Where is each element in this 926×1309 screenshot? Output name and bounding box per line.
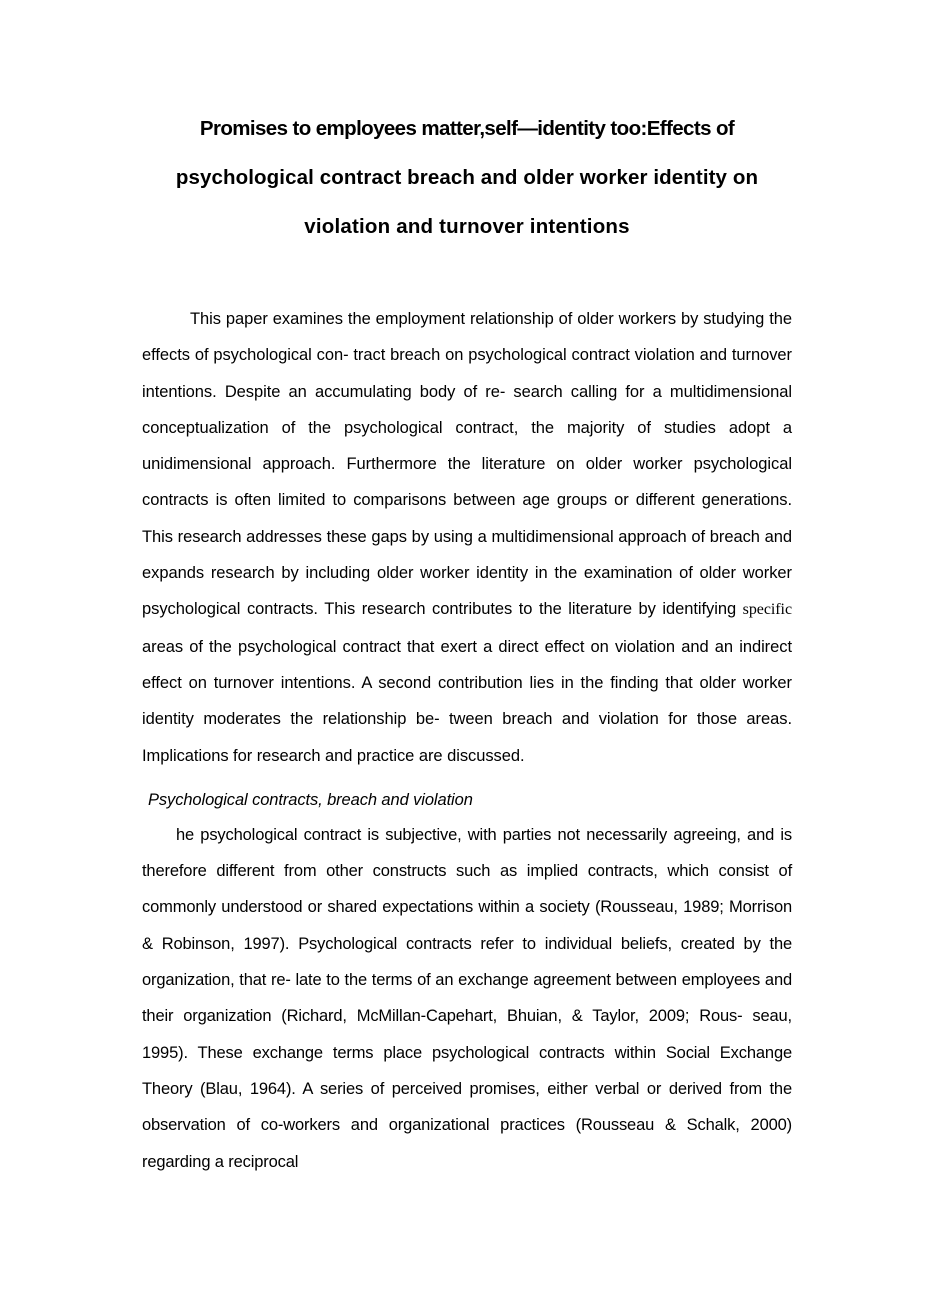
abstract-text-part-1: This paper examines the employment relationship of older workers by studying the effects of psychological con- tract breach on psychological contract violation and turnover intentions. Despite an accumulating body of re- search calling for a multidimensional conceptualization of the psychological contract, the majority of studies adopt a unidimensional approach. Furthermore the literature on older worker psychological contracts is often limited to comparisons between age groups or different generations. This research addresses these gaps by using a multidimensional approach of breach and expands research by including older worker identity in the examination of older worker psychological contracts. This research contributes to the literature by identifying	[142, 310, 792, 619]
abstract-smallcaps-word: specific	[742, 601, 792, 619]
title-line-3: violation and turnover intentions	[304, 215, 630, 238]
section-heading: Psychological contracts, breach and violation	[148, 790, 473, 809]
body-paragraph	[142, 817, 792, 1180]
body-paragraph-text: he psychological contract is subjective, with parties not necessarily agreeing, and is therefore different from other constructs such as implied contracts, which consist of commonly understood or shared expectations within a society (Rousseau, 1989; Morrison & Robinson, 1997). Psychological contracts refer to individual beliefs, created by the organization, that re- late to the terms of an exchange agreement between employees and their organization (Richard, McMillan-Capehart, Bhuian, & Taylor, 2009; Rous- seau, 1995). These exchange terms place psychological contracts within Social Exchange Theory (Blau, 1964). A series of perceived promises, either verbal or derived from the observation of co-workers and organizational practices (Rousseau & Schalk, 2000) regarding a reciprocal	[142, 825, 792, 1171]
abstract-text-part-2: areas of the psychological contract that exert a direct effect on violation and an indirect effect on turnover intentions. A second contribution lies in the finding that older worker identity moderates the relationship be- tween breach and violation for those areas. Implications for research and practice are discussed.	[142, 637, 792, 765]
title-line-2: psychological contract breach and older worker identity on	[175, 166, 759, 189]
title-line-1: Promises to employees matter,self—identity too:Effects of	[199, 117, 735, 140]
document-content	[142, 104, 792, 1180]
page-title	[142, 104, 792, 251]
abstract-paragraph	[142, 301, 792, 774]
